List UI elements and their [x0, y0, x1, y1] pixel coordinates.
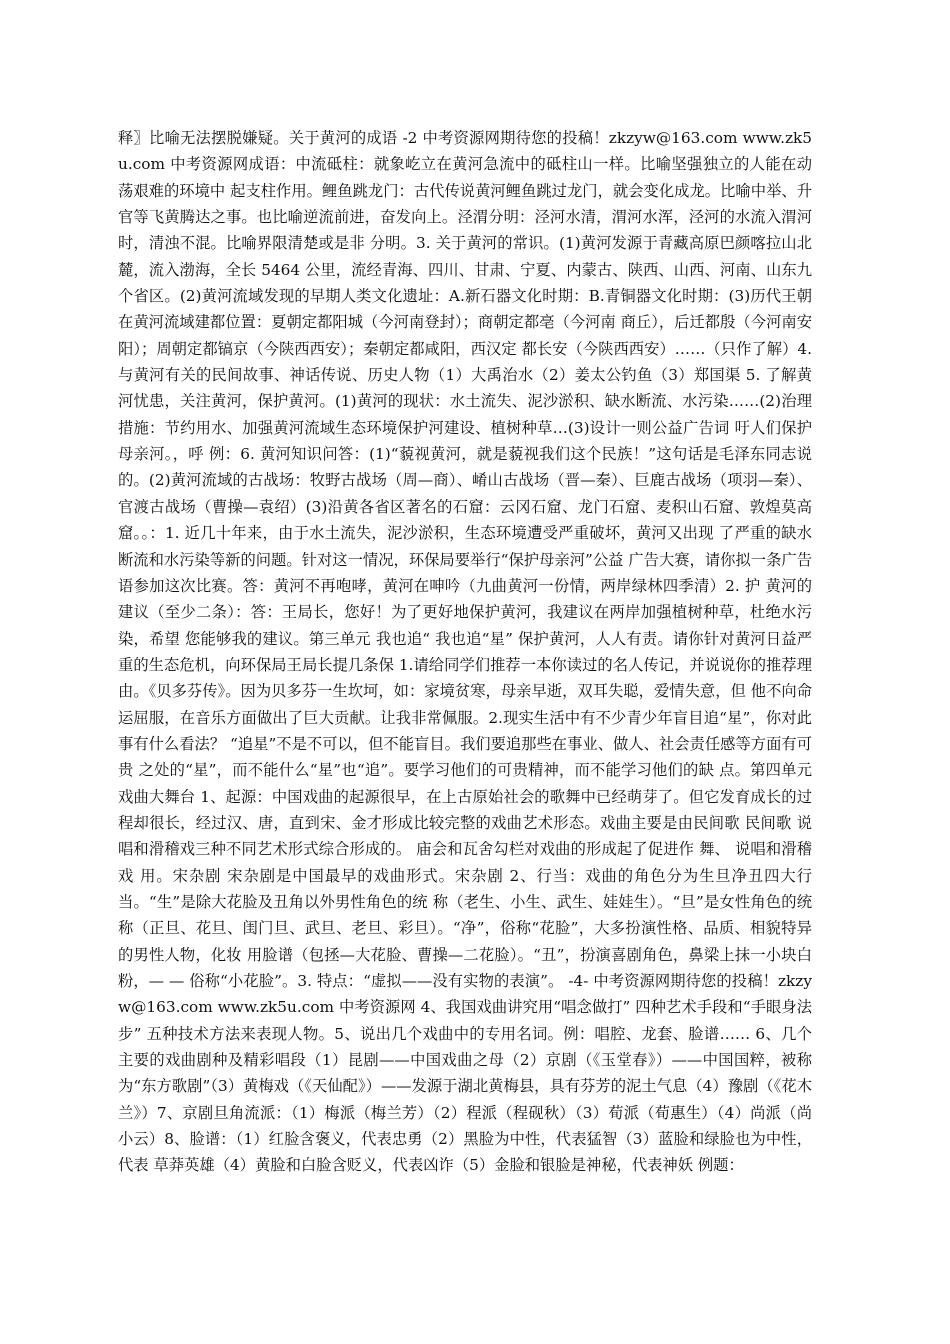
- body-paragraph: 释〗比喻无法摆脱嫌疑。关于黄河的成语 -2 中考资源网期待您的投稿！zkzyw@163.com www.zk5u.com 中考资源网成语：中流砥柱：就象屹立在黄河急流中的砥柱山一样。比喻坚强独立的人能在动荡艰难的环境中 起支柱作用。鲤鱼跳龙门：古代传说黄河鲤鱼跳过龙门，就会变化成龙。比喻中举、升官等飞黄腾达之事。也比喻逆流前进，奋发向上。泾渭分明：泾河水清，渭河水浑，泾河的水流入渭河时，清浊不混。比喻界限清楚或是非 分明。3. 关于黄河的常识。(1)黄河发源于青藏高原巴颜喀拉山北麓，流入渤海，全长 5464 公里，流经青海、四川、甘肃、宁夏、内蒙古、陕西、山西、河南、山东九个省区。(2)黄河流域发现的早期人类文化遗址：A.新石器文化时期：B.青铜器文化时期：(3)历代王朝在黄河流域建都位置：夏朝定都阳城（今河南登封）；商朝定都亳（今河南 商丘），后迁都殷（今河南安阳）；周朝定都镐京（今陕西西安）；秦朝定都咸阳，西汉定 都长安（今陕西西安）……（只作了解）4. 与黄河有关的民间故事、神话传说、历史人物（1）大禹治水（2）姜太公钓鱼（3）郑国渠 5. 了解黄河忧患，关注黄河，保护黄河。(1)黄河的现状：水土流失、泥沙淤积、缺水断流、水污染……(2)治理措施：节约用水、加强黄河流域生态环境保护河建设、植树种草…(3)设计一则公益广告词 吁人们保护母亲河。，呼 例：6. 黄河知识问答：(1)“藐视黄河，就是藐视我们这个民族！”这句话是毛泽东同志说的。(2)黄河流域的古战场：牧野古战场（周—商）、崤山古战场（晋—秦）、巨鹿古战场（项羽—秦）、官渡古战场（曹操—袁绍）(3)沿黄各省区著名的石窟：云冈石窟、龙门石窟、麦积山石窟、敦煌莫高窟。。：1. 近几十年来，由于水土流失，泥沙淤积，生态环境遭受严重破坏，黄河又出现 了严重的缺水断流和水污染等新的问题。针对这一情况，环保局要举行“保护母亲河”公益 广告大赛，请你拟一条广告语参加这次比赛。答：黄河不再咆哮，黄河在呻吟（九曲黄河一份情，两岸绿林四季清）2. 护 黄河的建议（至少二条）：答：王局长，您好！为了更好地保护黄河，我建议在两岸加强植树种草，杜绝水污染，希望 您能够我的建议。第三单元 我也追“ 我也追“星” 保护黄河，人人有责。请你针对黄河日益严重的生态危机，向环保局王局长提几条保 1.请给同学们推荐一本你读过的名人传记，并说说你的推荐理由。《贝多芬传》。因为贝多芬一生坎坷，如：家境贫寒，母亲早逝，双耳失聪，爱情失意，但 他不向命运屈服，在音乐方面做出了巨大贡献。让我非常佩服。2.现实生活中有不少青少年盲目追“星”，你对此事有什么看法？ “追星”不是不可以，但不能盲目。我们要追那些在事业、做人、社会责任感等方面有可贵 之处的“星”，而不能什么“星”也“追”。要学习他们的可贵精神，而不能学习他们的缺 点。第四单元 戏曲大舞台 1、起源：中国戏曲的起源很早，在上古原始社会的歌舞中已经萌芽了。但它发育成长的过 程却很长，经过汉、唐，直到宋、金才形成比较完整的戏曲艺术形态。戏曲主要是由民间歌 民间歌 说唱和滑稽戏三种不同艺术形式综合形成的。 庙会和瓦舍勾栏对戏曲的形成起了促进作 舞、 说唱和滑稽戏 用。宋杂剧 宋杂剧是中国最早的戏曲形式。宋杂剧 2、行当：戏曲的角色分为生旦净丑四大行当。“生”是除大花脸及丑角以外男性角色的统 称（老生、小生、武生、娃娃生）。“旦”是女性角色的统称（正旦、花旦、闺门旦、武旦、老旦、彩旦）。“净”，俗称“花脸”，大多扮演性格、品质、相貌特异的男性人物，化妆 用脸谱（包拯—大花脸、曹操—二花脸）。“丑”，扮演喜剧角色，鼻梁上抹一小块白粉，— — 俗称“小花脸”。3. 特点：“虚拟——没有实物的表演”。 -4- 中考资源网期待您的投稿！zkzyw@163.com www.zk5u.com 中考资源网 4、我国戏曲讲究用“唱念做打” 四种艺术手段和“手眼身法步” 五种技术方法来表现人物。5、说出几个戏曲中的专用名词。例：唱腔、龙套、脸谱…… 6、几个主要的戏曲剧种及精彩唱段（1）昆剧——中国戏曲之母（2）京剧（《玉堂春》）——中国国粹，被称为“东方歌剧”（3）黄梅戏（《天仙配》）——发源于湖北黄梅县，具有芬芳的泥土气息（4）豫剧（《花木兰》）7、京剧旦角流派：（1）梅派（梅兰芳）（2）程派（程砚秋）（3）荀派（荀惠生）（4）尚派（尚小云）8、脸谱：（1）红脸含褒义，代表忠勇（2）黑脸为中性，代表猛智（3）蓝脸和绿脸也为中性，代表 草莽英雄（4）黄脸和白脸含贬义，代表凶诈（5）金脸和银脸是神秘，代表神妖 例题：: [118, 129, 812, 1175]
